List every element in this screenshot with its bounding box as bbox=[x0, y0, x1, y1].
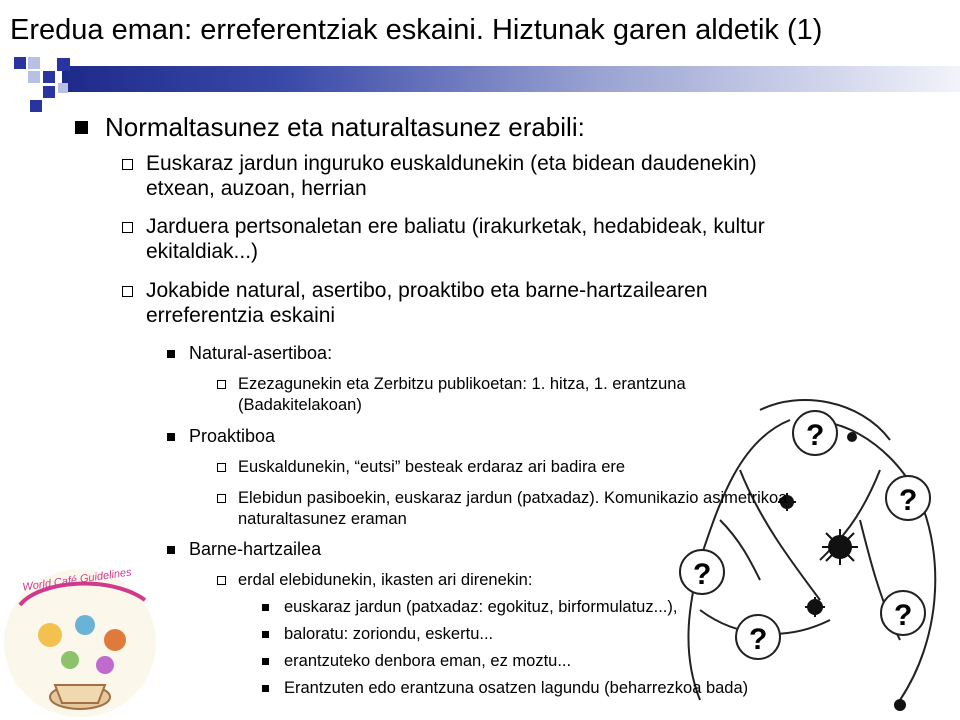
svg-text:?: ? bbox=[894, 599, 913, 632]
bullet-square-icon bbox=[262, 631, 269, 638]
bullet-hollow-icon bbox=[122, 286, 133, 297]
proaktiboa-item-1: Euskaldunekin, “eutsi” besteak erdaraz ari badira ere bbox=[238, 458, 626, 476]
bullet-hollow-icon bbox=[217, 380, 226, 389]
bullet-square-icon bbox=[167, 433, 175, 441]
point-3-line2: erreferentzia eskaini bbox=[146, 304, 336, 327]
barne-item: erdal elebidunekin, ikasten ari direnekin: bbox=[238, 571, 533, 589]
bullet-square-icon bbox=[262, 658, 269, 665]
point-3-line1: Jokabide natural, asertibo, proaktibo eta barne-hartzailearen bbox=[146, 279, 708, 302]
bullet-square-icon bbox=[167, 546, 175, 554]
point-1-line1: Euskaraz jardun inguruko euskaldunekin (eta bidean daudenekin) bbox=[146, 152, 757, 175]
natural-item-line2: (Badakitelakoan) bbox=[238, 396, 362, 414]
bullet-hollow-icon bbox=[122, 159, 133, 170]
bullet-square-icon bbox=[75, 121, 88, 134]
logo-text: World Café Guidelines bbox=[21, 566, 133, 594]
point-2-line1: Jarduera pertsonaletan ere baliatu (irakurketak, hedabideak, kultur bbox=[146, 215, 765, 238]
main-point: Normaltasunez eta naturaltasunez erabili: bbox=[105, 112, 585, 142]
svg-text:?: ? bbox=[749, 623, 768, 656]
natural-item-line1: Ezezagunekin eta Zerbitzu publikoetan: 1. hitza, 1. erantzuna bbox=[238, 375, 686, 393]
barne-subitem: baloratu: zoriondu, eskertu... bbox=[284, 625, 494, 643]
svg-text:?: ? bbox=[693, 558, 712, 591]
bullet-square-icon bbox=[262, 604, 269, 611]
bullet-square-icon bbox=[262, 685, 269, 692]
bullet-hollow-icon bbox=[217, 576, 226, 585]
proaktiboa-item-2-line2: naturaltasunez eraman bbox=[238, 510, 407, 528]
point-1-line2: etxean, auzoan, herrian bbox=[146, 177, 367, 200]
barne-label: Barne-hartzailea bbox=[189, 539, 322, 559]
barne-subitem: Erantzuten edo erantzuna osatzen lagundu (beharrezkoa bada) bbox=[284, 679, 749, 697]
proaktiboa-item-2-line1: Elebidun pasiboekin, euskaraz jardun (patxadaz). Komunikazio asimetrikoa bbox=[238, 489, 788, 507]
svg-text:?: ? bbox=[806, 419, 825, 452]
barne-subitem: erantzuteko denbora eman, ez moztu... bbox=[284, 652, 572, 670]
barne-subitem: euskaraz jardun (patxadaz: egokituz, birformulatuz...), bbox=[284, 598, 678, 616]
point-2-line2: ekitaldiak...) bbox=[146, 240, 259, 263]
bullet-square-icon bbox=[167, 350, 175, 358]
slide-title: Eredua eman: erreferentziak eskaini. Hiztunak garen aldetik (1) bbox=[10, 14, 823, 46]
svg-text:?: ? bbox=[899, 484, 918, 517]
bullet-hollow-icon bbox=[217, 463, 226, 472]
proaktiboa-label: Proaktiboa bbox=[189, 426, 276, 446]
bullet-hollow-icon bbox=[217, 494, 226, 503]
bullet-hollow-icon bbox=[122, 222, 133, 233]
natural-label: Natural-asertiboa: bbox=[189, 343, 333, 363]
